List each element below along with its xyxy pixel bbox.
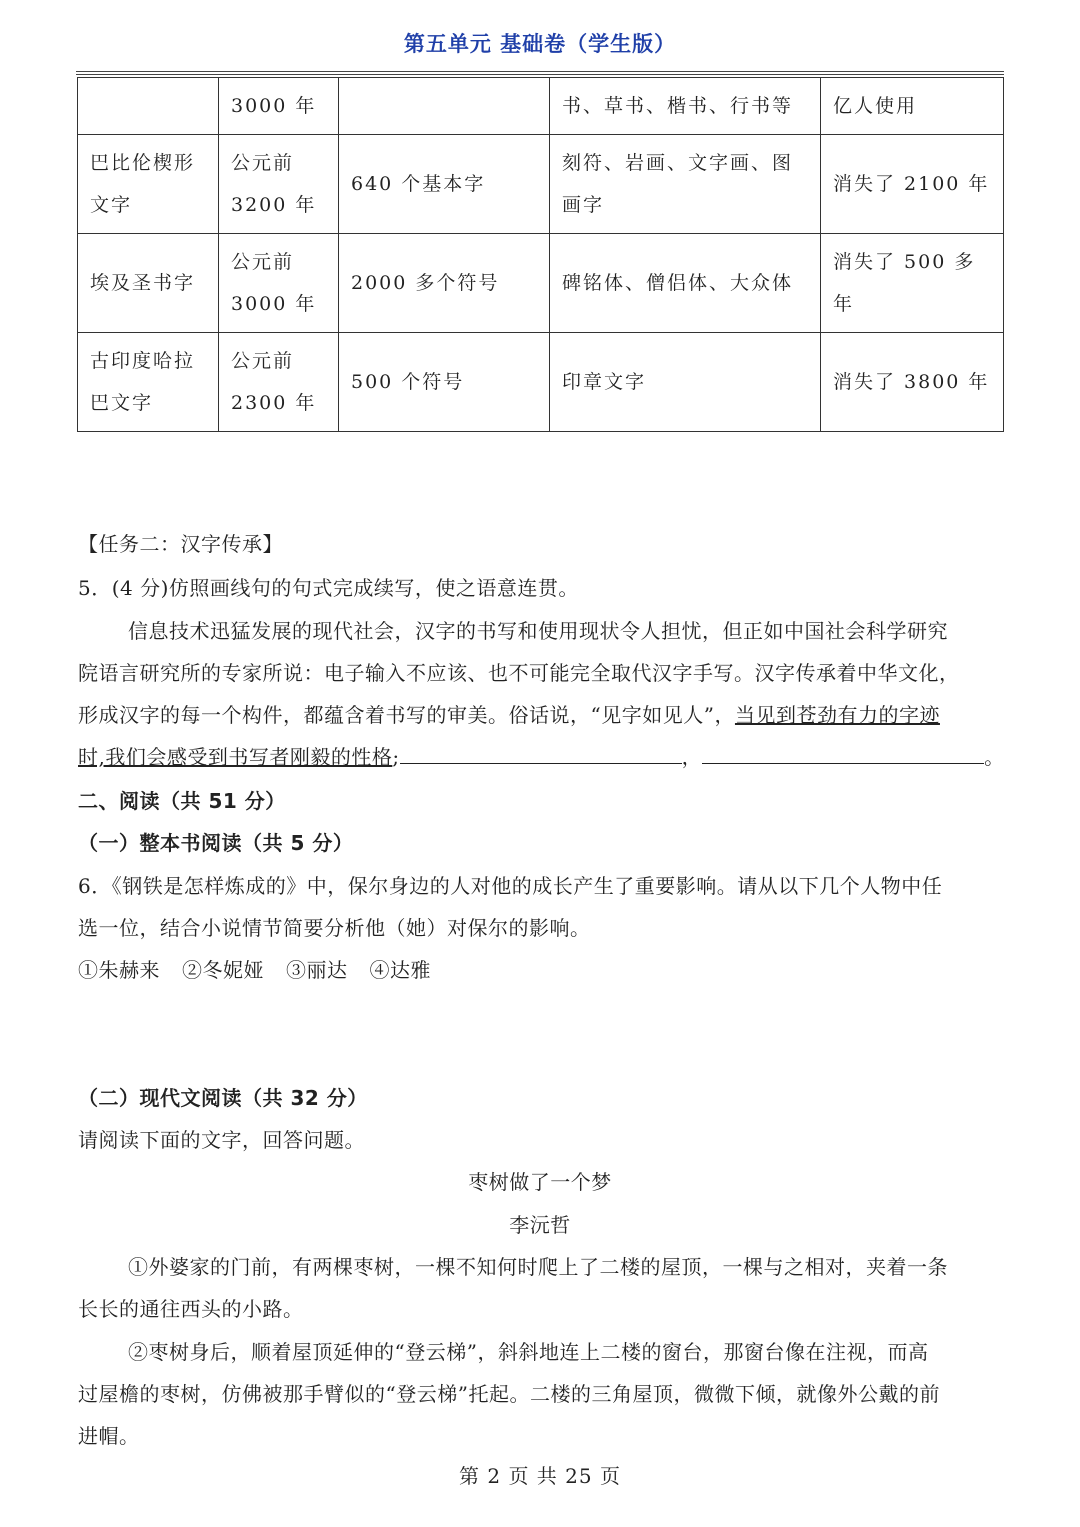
table-cell: 消失了 3800 年 — [821, 333, 1004, 432]
table-cell: 500 个符号 — [339, 333, 550, 432]
reading-instruction: 请阅读下面的文字，回答问题。 — [78, 1128, 365, 1152]
table-cell: 公元前 3000 年 — [219, 234, 339, 333]
article-paragraph-line: ①外婆家的门前，有两棵枣树，一棵不知何时爬上了二楼的屋顶，一棵与之相对，夹着一条 — [128, 1255, 948, 1279]
option-list — [78, 954, 1008, 983]
option-item: ③丽达 — [286, 958, 348, 982]
paragraph-text: 形成汉字的每一个构件，都蕴含着书写的审美。俗话说，“见字如见人”， — [78, 703, 735, 727]
header-divider — [76, 71, 1004, 72]
article-paragraph-line: 进帽。 — [78, 1424, 140, 1448]
article-title: 枣树做了一个梦 — [468, 1170, 612, 1194]
page-header-title: 第五单元 基础卷（学生版） — [403, 32, 677, 56]
option-item: ②冬妮娅 — [182, 958, 264, 982]
table-cell: 埃及圣书字 — [78, 234, 219, 333]
table-cell: 印章文字 — [550, 333, 821, 432]
paragraph-line — [78, 699, 1008, 728]
paragraph-line: 院语言研究所的专家所说：电子输入不应该、也不可能完全取代汉字手写。汉字传承着中华文化， — [78, 661, 960, 685]
table-row — [78, 234, 1004, 333]
table-row — [78, 333, 1004, 432]
question-6-line: 6．《钢铁是怎样炼成的》中，保尔身边的人对他的成长产生了重要影响。请从以下几个人物中任 — [78, 874, 943, 898]
table-cell: 3000 年 — [219, 78, 339, 135]
table-row — [78, 78, 1004, 135]
table-cell — [339, 78, 550, 135]
table-cell: 消失了 2100 年 — [821, 135, 1004, 234]
question-5-stem: 5．(4 分)仿照画线句的句式完成续写，使之语意连贯。 — [78, 576, 579, 600]
option-item: ①朱赫来 — [78, 958, 160, 982]
table-cell: 书、草书、楷书、行书等 — [550, 78, 821, 135]
paragraph-line — [78, 741, 1008, 770]
header-divider-secondary — [76, 74, 1004, 75]
subsection-heading-whole-book: （一）整本书阅读（共 5 分） — [78, 831, 354, 855]
table-row — [78, 135, 1004, 234]
table-cell: 巴比伦楔形文字 — [78, 135, 219, 234]
underlined-sentence: 当见到苍劲有力的字迹 — [734, 703, 940, 727]
punctuation: ; — [392, 745, 400, 769]
article-paragraph-line: 过屋檐的枣树，仿佛被那手臂似的“登云梯”托起。二楼的三角屋顶，微微下倾，就像外公戴的前 — [78, 1382, 940, 1406]
table-cell: 碑铭体、僧侣体、大众体 — [550, 234, 821, 333]
punctuation: 。 — [984, 745, 1005, 769]
option-item: ④达雅 — [369, 958, 431, 982]
table-cell: 刻符、岩画、文字画、图画字 — [550, 135, 821, 234]
table-cell: 2000 多个符号 — [339, 234, 550, 333]
page-number-footer: 第 2 页 共 25 页 — [459, 1464, 621, 1488]
script-comparison-table — [77, 77, 1004, 432]
table-cell: 消失了 500 多年 — [821, 234, 1004, 333]
task2-heading: 【任务二：汉字传承】 — [78, 532, 283, 556]
article-paragraph-line: ②枣树身后，顺着屋顶延伸的“登云梯”，斜斜地连上二楼的窗台，那窗台像在注视，而高 — [128, 1340, 929, 1364]
table-cell: 亿人使用 — [821, 78, 1004, 135]
section-heading-reading: 二、阅读（共 51 分） — [78, 789, 286, 813]
subsection-heading-modern-text: （二）现代文阅读（共 32 分） — [78, 1086, 368, 1110]
table-cell: 公元前 3200 年 — [219, 135, 339, 234]
question-6-line: 选一位，结合小说情节简要分析他（她）对保尔的影响。 — [78, 916, 591, 940]
paragraph-line: 信息技术迅猛发展的现代社会，汉字的书写和使用现状令人担忧，但正如中国社会科学研究 — [128, 619, 948, 643]
article-paragraph-line: 长长的通往西头的小路。 — [78, 1297, 304, 1321]
table-cell — [78, 78, 219, 135]
answer-blank-1[interactable] — [400, 745, 682, 764]
table-cell: 公元前 2300 年 — [219, 333, 339, 432]
article-author: 李沅哲 — [509, 1213, 571, 1237]
table-cell: 640 个基本字 — [339, 135, 550, 234]
answer-blank-2[interactable] — [702, 745, 984, 764]
punctuation: ， — [681, 745, 703, 769]
table-cell: 古印度哈拉巴文字 — [78, 333, 219, 432]
underlined-sentence: 时,我们会感受到书写者刚毅的性格 — [78, 745, 393, 769]
